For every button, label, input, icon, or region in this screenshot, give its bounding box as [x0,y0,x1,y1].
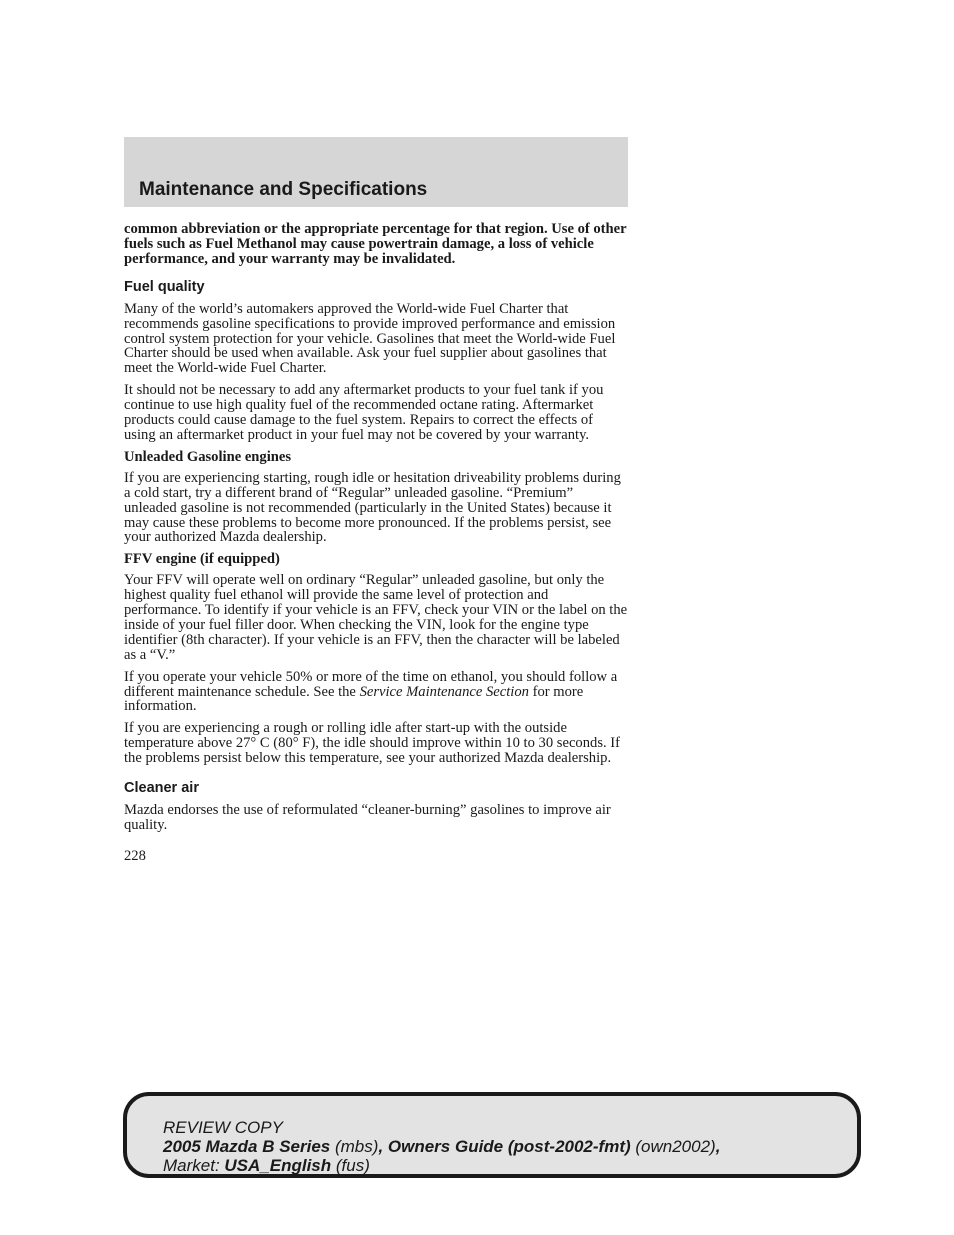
ffv-p2-text: If you operate your vehicle 50% or more of the time on ethanol, you should follow a different maintenance schedule. See the [124,668,618,700]
cleaner-air-heading: Cleaner air [124,780,199,797]
footer-market-label: Market: [163,1156,225,1175]
intro-warning-text: common abbreviation or the appropriate percentage for that region. Use of other fuels such as Fuel Methanol may cause powertrain damage, a loss of vehicle performance, and your warranty may be invalidated. [124,221,627,267]
review-copy-label: REVIEW COPY [163,1118,283,1137]
footer-guide-code: (own2002) [630,1137,716,1156]
footer-comma: , [715,1137,721,1156]
ffv-p2-text-end: for more information. [124,683,584,715]
service-maintenance-link[interactable]: Service Maintenance Section [359,683,529,700]
section-header-band [124,137,628,207]
footer-sep: , [378,1137,388,1156]
ffv-heading: FFV engine (if equipped) [124,551,280,568]
page-content [124,222,628,871]
ffv-paragraph-1: Your FFV will operate well on ordinary “Regular” unleaded gasoline, but only the highest quality fuel ethanol will provide the same level of protection and performance. To identify if your vehicle is an FFV, check your VIN or the label on the inside of your fuel filler door. When checking the VIN, look for the engine type identifier (8th character). If your vehicle is an FFV, then the character will be labeled as a “V.” [124,572,628,663]
footer-text [163,1118,720,1175]
review-copy-footer [123,1092,861,1178]
footer-model-code: (mbs) [330,1137,379,1156]
footer-model: 2005 Mazda B Series [163,1137,331,1156]
footer-market-line [163,1156,720,1175]
footer-model-line [163,1137,720,1156]
footer-market: USA_English [224,1156,332,1175]
cleaner-air-paragraph: Mazda endorses the use of reformulated “cleaner-burning” gasolines to improve air quality. [124,802,611,833]
footer-market-code: (fus) [331,1156,370,1175]
ffv-paragraph-2 [124,670,628,715]
footer-guide: Owners Guide (post-2002-fmt) [387,1137,631,1156]
unleaded-heading: Unleaded Gasoline engines [124,448,292,465]
fuel-quality-paragraph-1: Many of the world’s automakers approved the World-wide Fuel Charter that recommends gasoline specifications to provide improved performance and emission control system protection for your vehicle. Gasolines that meet the World-wide Fuel Charter should be used when available. Ask your fuel supplier about gasolines that meet the World-wide Fuel Charter. [124,300,616,377]
ffv-paragraph-3: If you are experiencing a rough or rolling idle after start-up with the outside temperature above 27° C (80° F), the idle should improve within 10 to 30 seconds. If the problems persist below this temperature, see your authorized Mazda dealership. [124,720,621,767]
page-number: 228 [124,847,146,864]
section-title: Maintenance and Specifications [139,179,428,200]
unleaded-paragraph: If you are experiencing starting, rough idle or hesitation driveability problems during a cold start, try a different brand of “Regular” unleaded gasoline. “Premium” unleaded gasoline is not recommended (particularly in the United States) because it may cause these problems to become more pronounced. If the problems persist, see your authorized Mazda dealership. [124,469,621,546]
fuel-quality-paragraph-2: It should not be necessary to add any aftermarket products to your fuel tank if you continue to use high quality fuel of the recommended octane rating. Aftermarket products could cause damage to the fuel system. Repairs to correct the effects of using an aftermarket product in your fuel may not be covered by your warranty. [124,382,604,443]
fuel-quality-heading: Fuel quality [124,278,205,295]
